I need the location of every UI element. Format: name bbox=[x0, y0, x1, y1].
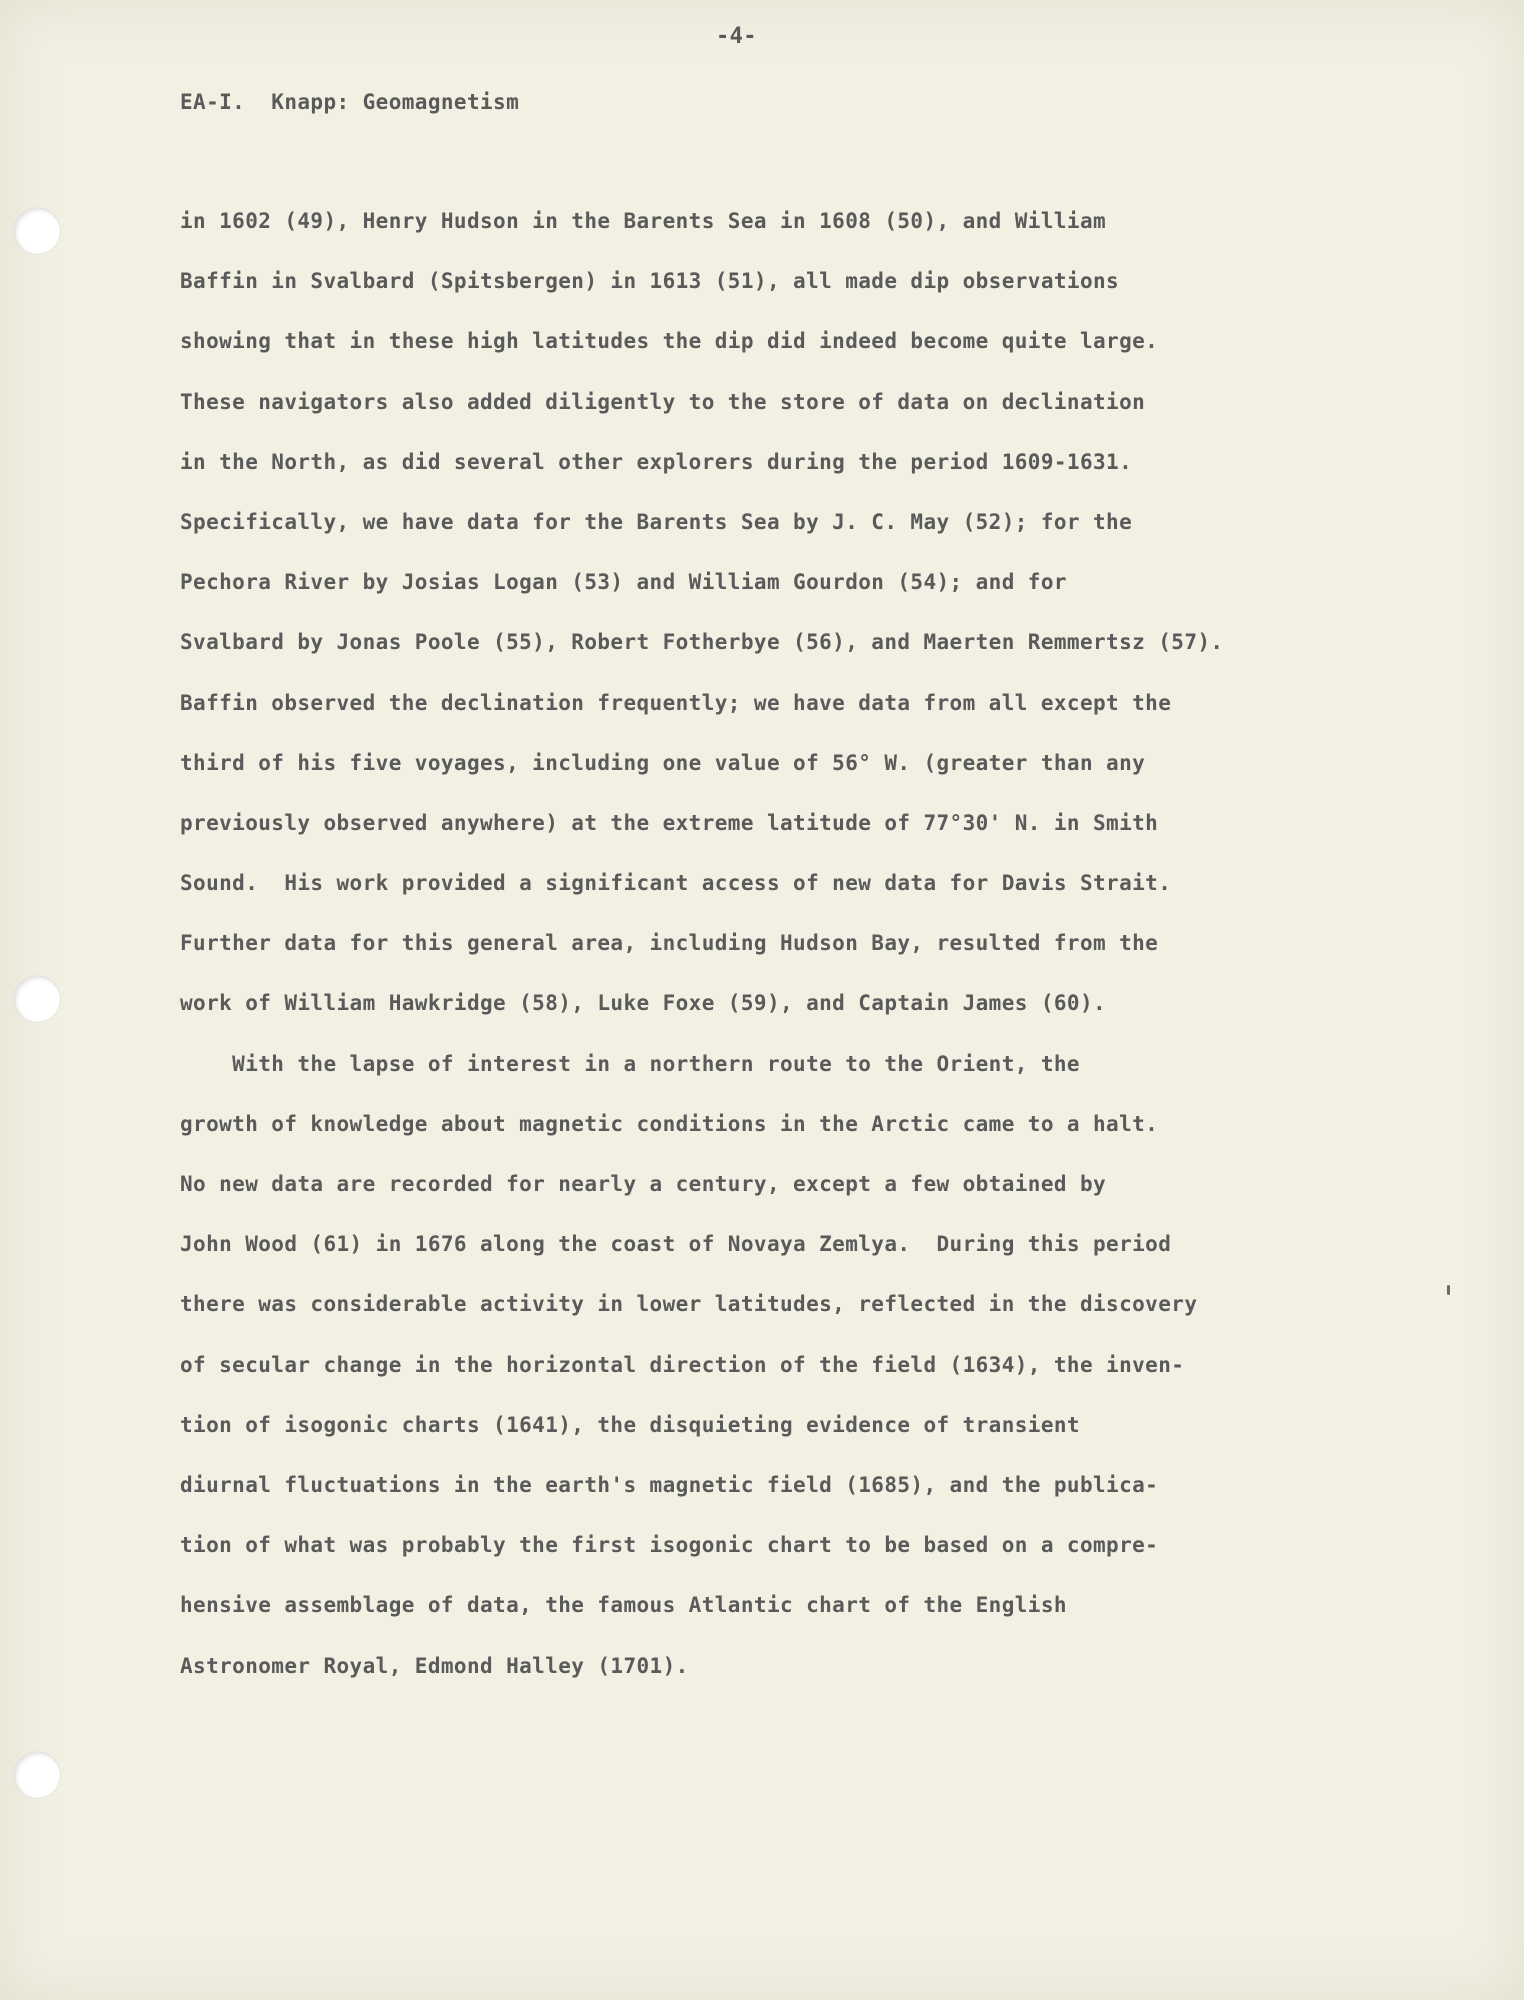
punch-hole-middle bbox=[14, 976, 60, 1022]
text-line: showing that in these high latitudes the dip did indeed become quite large. bbox=[180, 329, 1159, 354]
text-line: hensive assemblage of data, the famous Atlantic chart of the English bbox=[180, 1593, 1067, 1618]
punch-hole-bottom bbox=[14, 1752, 60, 1798]
text-line: Astronomer Royal, Edmond Halley (1701). bbox=[180, 1653, 689, 1678]
text-line: Further data for this general area, including Hudson Bay, resulted from the bbox=[180, 931, 1159, 956]
text-line: Sound. His work provided a significant access of new data for Davis Strait. bbox=[180, 871, 1172, 896]
text-line: in 1602 (49), Henry Hudson in the Barents Sea in 1608 (50), and William bbox=[180, 209, 1107, 233]
text-line: John Wood (61) in 1676 along the coast of Novaya Zemlya. During this period bbox=[180, 1232, 1172, 1257]
text-line: Pechora River by Josias Logan (53) and William Gourdon (54); and for bbox=[180, 570, 1067, 595]
punch-hole-top bbox=[14, 208, 60, 254]
text-line: Svalbard by Jonas Poole (55), Robert Fotherbye (56), and Maerten Remmertsz (57). bbox=[180, 630, 1224, 655]
text-line: growth of knowledge about magnetic conditions in the Arctic came to a halt. bbox=[180, 1111, 1159, 1136]
text-line: of secular change in the horizontal direction of the field (1634), the inven- bbox=[180, 1352, 1185, 1377]
text-line: Baffin observed the declination frequently; we have data from all except the bbox=[180, 690, 1172, 715]
text-line: previously observed anywhere) at the extreme latitude of 77°30' N. in Smith bbox=[180, 810, 1159, 835]
text-line: With the lapse of interest in a northern route to the Orient, the bbox=[180, 1051, 1080, 1076]
body-text bbox=[180, 202, 1480, 1707]
text-line: tion of what was probably the first isogonic chart to be based on a compre- bbox=[180, 1533, 1159, 1558]
text-line: there was considerable activity in lower latitudes, reflected in the discovery bbox=[180, 1292, 1198, 1317]
ink-speck bbox=[1447, 1285, 1450, 1295]
text-line: tion of isogonic charts (1641), the disquieting evidence of transient bbox=[180, 1412, 1080, 1437]
text-line: in the North, as did several other explorers during the period 1609-1631. bbox=[180, 449, 1133, 474]
text-line: These navigators also added diligently to the store of data on declination bbox=[180, 389, 1146, 414]
text-line: Specifically, we have data for the Barents Sea by J. C. May (52); for the bbox=[180, 509, 1133, 534]
page-number: -4- bbox=[716, 24, 757, 49]
text-line: work of William Hawkridge (58), Luke Foxe (59), and Captain James (60). bbox=[180, 991, 1107, 1016]
text-line: diurnal fluctuations in the earth's magnetic field (1685), and the publica- bbox=[180, 1472, 1159, 1497]
text-line: Baffin in Svalbard (Spitsbergen) in 1613 (51), all made dip observations bbox=[180, 269, 1120, 294]
running-head: EA-I. Knapp: Geomagnetism bbox=[180, 90, 520, 114]
text-line: No new data are recorded for nearly a century, except a few obtained by bbox=[180, 1172, 1107, 1196]
text-line: third of his five voyages, including one value of 56° W. (greater than any bbox=[180, 750, 1146, 775]
